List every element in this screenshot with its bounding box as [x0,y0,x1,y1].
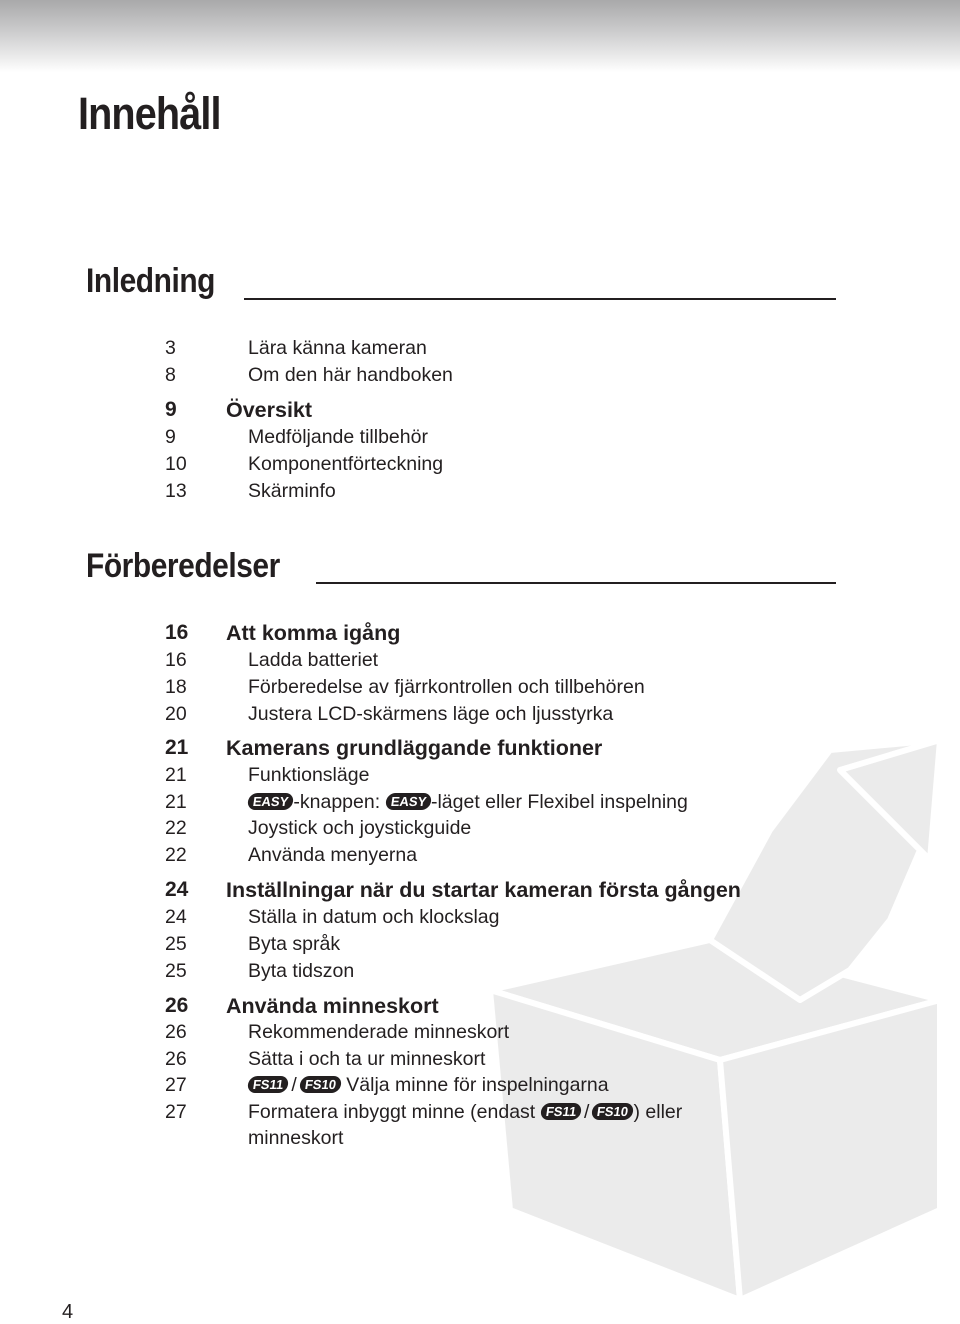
toc-entry-title: Ladda batteriet [248,649,379,671]
toc-page-number: 24 [165,906,187,928]
slash-separator: / [584,1101,590,1123]
toc-page-number: 24 [165,878,189,901]
toc-page-number: 21 [165,791,187,813]
toc-page-number: 16 [165,621,189,644]
toc-entry-title: Funktionsläge [248,764,370,786]
toc-entry-title: Om den här handboken [248,364,453,386]
toc-page-number: 26 [165,1048,187,1070]
toc-entry-title: Joystick och joystickguide [248,817,472,839]
toc-entry-title: Medföljande tillbehör [248,426,428,448]
toc-page-number: 10 [165,453,187,475]
toc-group-title: Översikt [226,398,313,422]
toc-entry-title: Sätta i och ta ur minneskort [248,1048,486,1070]
toc-entry-title: Rekommenderade minneskort [248,1021,510,1043]
toc-entry-title: Byta språk [248,933,341,955]
toc-entry-text: Formatera inbyggt minne (endast [248,1101,536,1123]
toc-entry-text: Välja minne för inspelningarna [346,1074,609,1096]
toc-page-number: 20 [165,703,187,725]
toc-entry-title: Förberedelse av fjärrkontrollen och tillbehören [248,676,645,698]
toc-page-number: 9 [165,398,177,421]
toc-page-number: 27 [165,1074,187,1096]
toc-page-number: 26 [165,1021,187,1043]
toc-page-number: 21 [165,736,189,759]
toc-group-title: Kamerans grundläggande funktioner [226,736,603,760]
toc-page-number: 13 [165,480,187,502]
section-heading-inledning: Inledning [86,262,216,300]
toc-entry-title: Skärminfo [248,480,336,502]
fs10-model-badge: FS10 [591,1103,634,1120]
easy-mode-badge: EASY [247,793,295,810]
fs11-model-badge: FS11 [539,1103,582,1120]
page-number: 4 [62,1301,74,1323]
toc-group-title: Inställningar när du startar kameran första gången [226,878,741,902]
toc-page-number: 16 [165,649,187,671]
toc-entry-title [248,789,848,815]
toc-entry-title: Ställa in datum och klockslag [248,906,500,928]
toc-group-title: Använda minneskort [226,994,439,1018]
easy-mode-badge: EASY [384,793,432,810]
toc-page-number: 25 [165,960,187,982]
toc-entry-title [248,1099,848,1125]
slash-separator: / [291,1074,297,1096]
toc-page-number: 27 [165,1101,187,1123]
toc-page-number: 25 [165,933,187,955]
toc-page-number: 9 [165,426,176,448]
toc-entry-text: -läget eller Flexibel inspelning [430,791,688,813]
toc-entry-title: Använda menyerna [248,844,418,866]
fs10-model-badge: FS10 [299,1076,342,1093]
toc-entry-text: -knappen: [293,791,381,813]
toc-entry-text: ) eller [633,1101,683,1123]
toc-entry-title: Byta tidszon [248,960,355,982]
toc-group-title: Att komma igång [226,621,401,645]
section-heading-forberedelser: Förberedelser [86,547,280,585]
toc-page-number: 8 [165,364,176,386]
toc-entry-title: minneskort [248,1127,344,1149]
toc-entry-title: Justera LCD-skärmens läge och ljusstyrka [248,703,614,725]
toc-entry-title [248,1072,848,1098]
fs11-model-badge: FS11 [247,1076,290,1093]
toc-page-number: 18 [165,676,187,698]
toc-page-number: 21 [165,764,187,786]
toc-page-number: 3 [165,337,176,359]
toc-entry-title: Lära känna kameran [248,337,427,359]
toc-page-number: 22 [165,817,187,839]
page-title: Innehåll [78,88,221,139]
toc-entry-title: Komponentförteckning [248,453,444,475]
toc-page-number: 22 [165,844,187,866]
toc-page-number: 26 [165,994,189,1017]
